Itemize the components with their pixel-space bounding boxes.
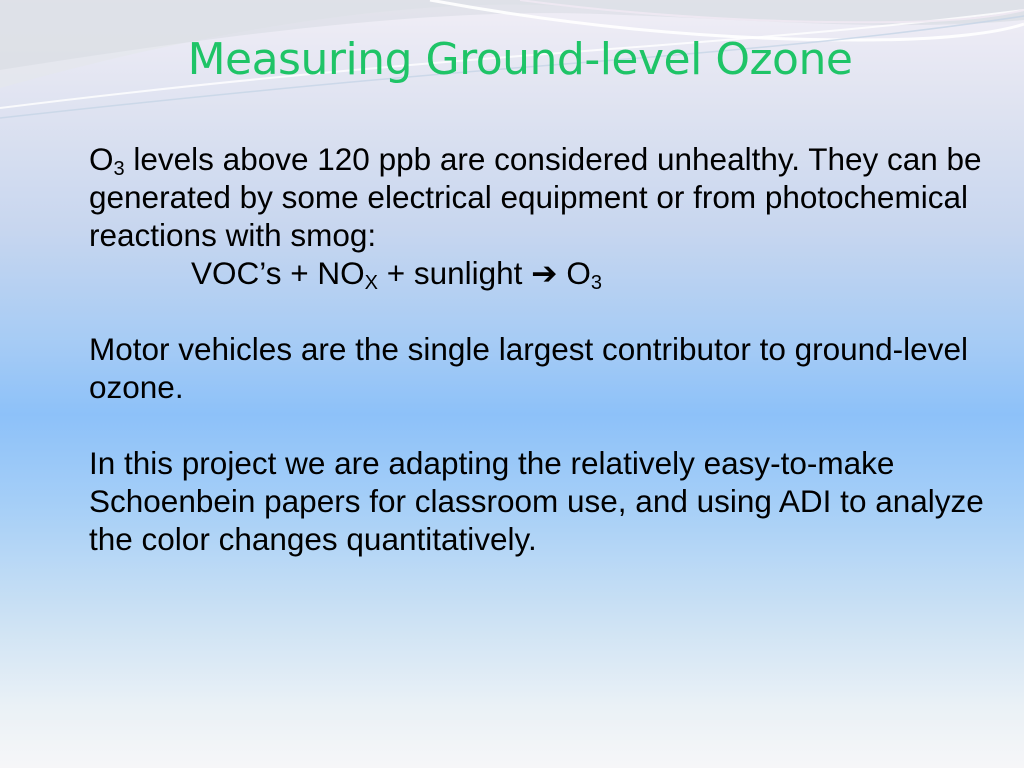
slide-body: [89, 140, 989, 558]
ozone-symbol: O: [89, 141, 114, 177]
formula-nox-subscript: X: [364, 272, 378, 294]
formula-reactants: VOC’s + NO: [191, 255, 365, 291]
arrow-icon: ➔: [531, 255, 558, 291]
reaction-formula: [89, 254, 989, 292]
formula-product: O: [557, 255, 591, 291]
slide-title: Measuring Ground-level Ozone: [187, 34, 853, 85]
paragraph-motor-vehicles: Motor vehicles are the single largest contributor to ground-level ozone.: [89, 331, 968, 405]
paragraph-ozone-levels: [89, 140, 989, 254]
paragraph-project: In this project we are adapting the relatively easy-to-make Schoenbein papers for classroom use, and using ADI to analyze the color changes quantitatively.: [89, 445, 984, 557]
formula-product-subscript: 3: [590, 272, 602, 294]
ozone-levels-text: levels above 120 ppb are considered unhealthy. They can be generated by some electrical equipment or from photochemical reactions with smog:: [89, 141, 982, 253]
spacer: [89, 406, 989, 444]
formula-sunlight: + sunlight: [377, 255, 532, 291]
spacer: [89, 292, 989, 330]
ozone-subscript: 3: [113, 158, 125, 180]
